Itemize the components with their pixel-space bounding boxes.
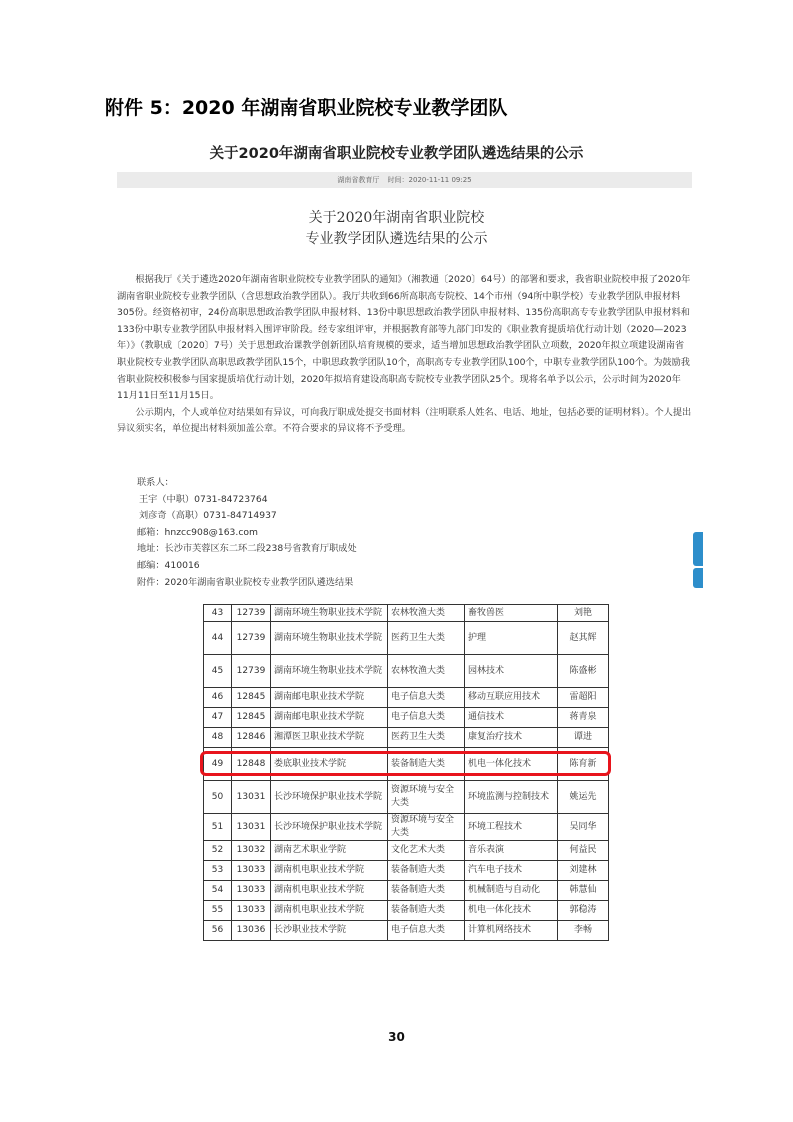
table-cell: 雷超阳 xyxy=(558,688,609,708)
table-row xyxy=(204,814,609,841)
table-row xyxy=(204,861,609,881)
article-meta-bar xyxy=(117,172,692,188)
side-share-tab[interactable] xyxy=(693,532,703,566)
table-cell: 湖南环境生物职业技术学院 xyxy=(271,605,388,622)
table-row xyxy=(204,688,609,708)
table-cell: 医药卫生大类 xyxy=(388,622,465,655)
article-title: 关于2020年湖南省职业院校专业教学团队遴选结果的公示 xyxy=(209,146,584,162)
notice-title-line1: 关于2020年湖南省职业院校 xyxy=(308,210,485,226)
table-cell: 13033 xyxy=(232,881,271,901)
meta-time: 时间：2020-11-11 09:25 xyxy=(387,176,472,184)
table-cell: 52 xyxy=(204,841,232,861)
table-row xyxy=(204,655,609,688)
table-cell: 移动互联应用技术 xyxy=(465,688,558,708)
table-cell: 长沙环境保护职业技术学院 xyxy=(271,814,388,841)
table-cell: 12739 xyxy=(232,605,271,622)
table-cell: 湖南环境生物职业技术学院 xyxy=(271,655,388,688)
table-cell: 音乐表演 xyxy=(465,841,558,861)
table-cell: 湘潭医卫职业技术学院 xyxy=(271,728,388,748)
table-row xyxy=(204,841,609,861)
table-cell: 46 xyxy=(204,688,232,708)
table-cell: 农林牧渔大类 xyxy=(388,655,465,688)
table-row xyxy=(204,605,609,622)
table-cell: 园林技术 xyxy=(465,655,558,688)
table-cell: 陈育新 xyxy=(558,748,609,781)
table-cell: 13032 xyxy=(232,841,271,861)
table-cell: 电子信息大类 xyxy=(388,708,465,728)
table-cell: 48 xyxy=(204,728,232,748)
table-cell: 娄底职业技术学院 xyxy=(271,748,388,781)
table-cell: 韩慧仙 xyxy=(558,881,609,901)
table-cell: 陈盛彬 xyxy=(558,655,609,688)
side-top-tab[interactable] xyxy=(693,568,703,588)
table-cell: 12845 xyxy=(232,688,271,708)
table-row xyxy=(204,881,609,901)
table-cell: 护理 xyxy=(465,622,558,655)
table-row xyxy=(204,781,609,814)
table-cell: 49 xyxy=(204,748,232,781)
table-cell: 装备制造大类 xyxy=(388,861,465,881)
table-cell: 湖南机电职业技术学院 xyxy=(271,881,388,901)
table-cell: 通信技术 xyxy=(465,708,558,728)
table-cell: 13033 xyxy=(232,861,271,881)
table-cell: 资源环境与安全大类 xyxy=(388,814,465,841)
table-row xyxy=(204,728,609,748)
table-cell: 45 xyxy=(204,655,232,688)
table-cell: 长沙职业技术学院 xyxy=(271,921,388,941)
table-cell: 12739 xyxy=(232,622,271,655)
table-cell: 装备制造大类 xyxy=(388,748,465,781)
table-cell: 54 xyxy=(204,881,232,901)
table-cell: 12739 xyxy=(232,655,271,688)
table-cell: 湖南邮电职业技术学院 xyxy=(271,688,388,708)
contact-email: 邮箱：hnzcc908@163.com xyxy=(137,526,258,538)
highlight-box xyxy=(200,751,611,776)
table-cell: 刘艳 xyxy=(558,605,609,622)
table-cell: 13033 xyxy=(232,901,271,921)
table-cell: 50 xyxy=(204,781,232,814)
table-cell: 13036 xyxy=(232,921,271,941)
table-cell: 湖南机电职业技术学院 xyxy=(271,901,388,921)
notice-paragraph-2: 公示期内，个人或单位对结果如有异议，可向我厅职成处提交书面材料（注明联系人姓名、电话、地址，包括必要的证明材料）。个人提出异议须实名，单位提出材料须加盖公章。不符合要求的异议将不予受理。 xyxy=(117,406,692,435)
contact-label: 联系人： xyxy=(137,477,174,488)
table-cell: 56 xyxy=(204,921,232,941)
notice-title-line2: 专业教学团队遴选结果的公示 xyxy=(305,231,488,247)
notice-paragraph-1: 根据我厅《关于遴选2020年湖南省职业院校专业教学团队的通知》（湘教通〔2020〕64号）的部署和要求，我省职业院校申报了2020年湖南省职业院校专业教学团队（含思想政治教学团队）。我厅共收到66所高职高专院校、14个市州（94所中职学校）专业教学团队申报材料305份。经资格初审，24份高职思想政治教学团队申报材料、13份中职思想政治教学团队申报材料、135份高职高专专业教学团队申报材料和133份中职专业教学团队申报材料入围评审阶段。经专家组评审，并根据教育部等九部门印发的《职业教育提质培优行动计划（2020—2023年）》（教职成〔2020〕7号）关于思想政治课教学创新团队培育规模的要求，适当增加思想政治教学团队立项数，2020年拟立项建设湖南省职业院校专业教学团队高职思政教学团队15个，中职思政教学团队10个，高职高专专业教学团队100个，中职专业教学团队100个。为鼓励我省职业院校积极参与国家提质培优行动计划，2020年拟培育建设高职高专院校专业教学团队25个。现将名单予以公示，公示时间为2020年11月11日至11月15日。 xyxy=(117,274,691,402)
table-cell: 电子信息大类 xyxy=(388,688,465,708)
table-cell: 装备制造大类 xyxy=(388,881,465,901)
table-cell: 机电一体化技术 xyxy=(465,901,558,921)
table-cell: 13031 xyxy=(232,781,271,814)
meta-source: 湖南省教育厅 xyxy=(337,176,380,184)
table-cell: 12845 xyxy=(232,708,271,728)
table-cell: 蒋青泉 xyxy=(558,708,609,728)
table-cell: 农林牧渔大类 xyxy=(388,605,465,622)
table-cell: 机械制造与自动化 xyxy=(465,881,558,901)
table-row xyxy=(204,921,609,941)
table-cell: 计算机网络技术 xyxy=(465,921,558,941)
table-cell: 电子信息大类 xyxy=(388,921,465,941)
attachment-heading: 附件 5：2020 年湖南省职业院校专业教学团队 xyxy=(105,97,508,119)
table-cell: 机电一体化技术 xyxy=(465,748,558,781)
table-cell: 湖南邮电职业技术学院 xyxy=(271,708,388,728)
table-cell: 吴同华 xyxy=(558,814,609,841)
table-cell: 汽车电子技术 xyxy=(465,861,558,881)
table-cell: 环境监测与控制技术 xyxy=(465,781,558,814)
table-row xyxy=(204,622,609,655)
contact-block xyxy=(137,475,357,591)
contact-address: 地址：长沙市芙蓉区东二环二段238号省教育厅职成处 xyxy=(137,543,357,555)
table-cell: 12846 xyxy=(232,728,271,748)
table-cell: 何益民 xyxy=(558,841,609,861)
page-number: 30 xyxy=(388,1030,405,1044)
contact-gaozhi: 刘彦奇（高职）0731-84714937 xyxy=(139,510,277,522)
table-cell: 李畅 xyxy=(558,921,609,941)
notice-body xyxy=(117,272,692,438)
table-cell: 44 xyxy=(204,622,232,655)
table-cell: 郭稳涛 xyxy=(558,901,609,921)
table-cell: 湖南环境生物职业技术学院 xyxy=(271,622,388,655)
table-cell: 12848 xyxy=(232,748,271,781)
contact-attachment: 附件：2020年湖南省职业院校专业教学团队遴选结果 xyxy=(137,576,354,588)
table-cell: 装备制造大类 xyxy=(388,901,465,921)
table-cell: 谭进 xyxy=(558,728,609,748)
table-cell: 13031 xyxy=(232,814,271,841)
contact-zhongzhi: 王宇（中职）0731-84723764 xyxy=(139,493,268,505)
table-cell: 康复治疗技术 xyxy=(465,728,558,748)
table-cell: 资源环境与安全大类 xyxy=(388,781,465,814)
table-cell: 刘建林 xyxy=(558,861,609,881)
table-row xyxy=(204,708,609,728)
table-cell: 文化艺术大类 xyxy=(388,841,465,861)
table-cell: 湖南艺术职业学院 xyxy=(271,841,388,861)
table-cell: 畜牧兽医 xyxy=(465,605,558,622)
contact-postcode: 邮编：410016 xyxy=(137,559,200,571)
table-cell: 医药卫生大类 xyxy=(388,728,465,748)
table-cell: 43 xyxy=(204,605,232,622)
table-cell: 47 xyxy=(204,708,232,728)
table-cell: 湖南机电职业技术学院 xyxy=(271,861,388,881)
table-cell: 53 xyxy=(204,861,232,881)
table-cell: 环境工程技术 xyxy=(465,814,558,841)
notice-title xyxy=(0,208,793,250)
table-cell: 赵其辉 xyxy=(558,622,609,655)
table-cell: 长沙环境保护职业技术学院 xyxy=(271,781,388,814)
table-cell: 55 xyxy=(204,901,232,921)
table-cell: 51 xyxy=(204,814,232,841)
table-cell: 姚运先 xyxy=(558,781,609,814)
table-row xyxy=(204,901,609,921)
